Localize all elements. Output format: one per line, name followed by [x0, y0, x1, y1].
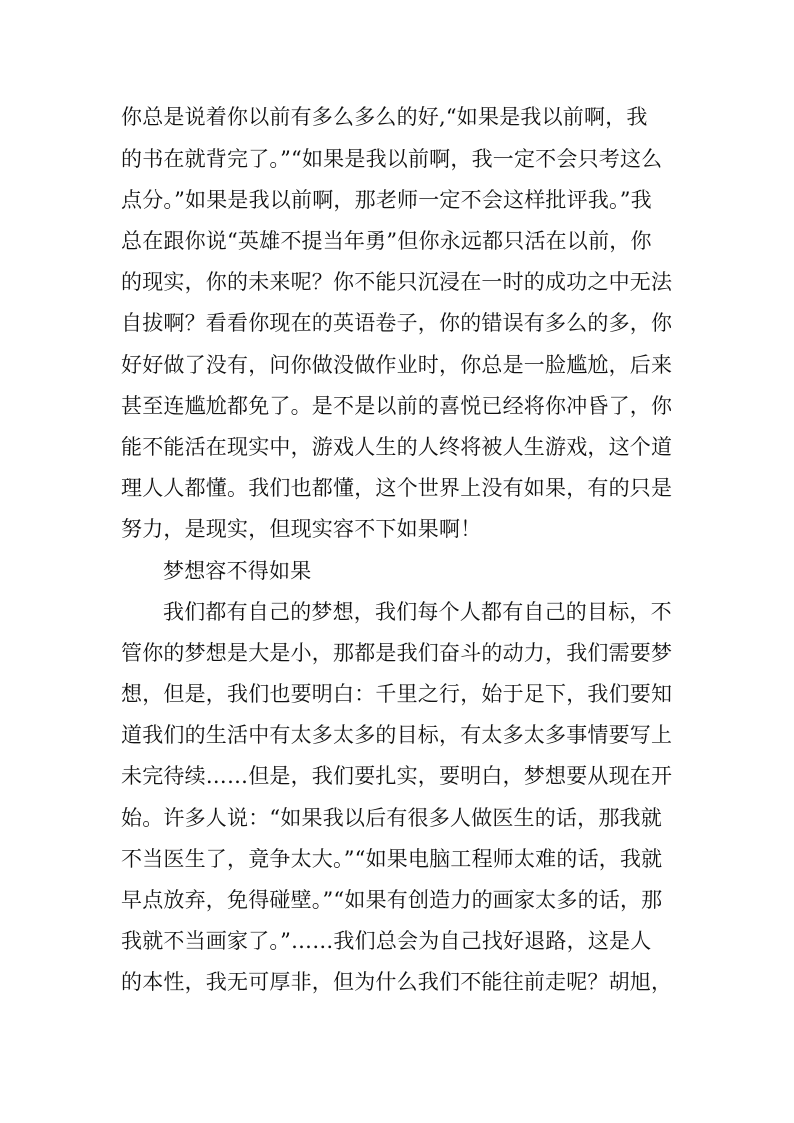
paragraph-line: 甚至连尴尬都免了。是不是以前的喜悦已经将你冲昏了，你 [121, 394, 673, 418]
paragraph-line: 总在跟你说“英雄不提当年勇”但你永远都只活在以前，你 [121, 229, 652, 253]
paragraph-line: 始。许多人说：“如果我以后有很多人做医生的话，那我就 [121, 806, 662, 830]
paragraph-line: 你总是说着你以前有多么多么的好,“如果是我以前啊，我 [121, 105, 648, 129]
paragraph-line: 道我们的生活中有太多太多的目标，有太多太多事情要写上 [121, 723, 673, 747]
paragraph-line: 未完待续……但是，我们要扎实，要明白，梦想要从现在开 [121, 764, 673, 788]
paragraph-line: 努力，是现实，但现实容不下如果啊！ [121, 517, 482, 541]
paragraph-line: 不当医生了，竟争太大。”“如果电脑工程师太难的话，我就 [121, 847, 663, 871]
paragraph-line: 理人人都懂。我们也都懂，这个世界上没有如果，有的只是 [121, 476, 673, 500]
paragraph-line: 能不能活在现实中，游戏人生的人终将被人生游戏，这个道 [121, 435, 673, 459]
paragraph-line: 好好做了没有，问你做没做作业时，你总是一脸尴尬，后来 [121, 353, 673, 377]
paragraph-line: 的本性，我无可厚非，但为什么我们不能往前走呢？胡旭， [121, 970, 673, 994]
paragraph-line: 的现实，你的未来呢？你不能只沉浸在一时的成功之中无法 [121, 270, 673, 294]
paragraph-line: 想，但是，我们也要明白：千里之行，始于足下，我们要知 [121, 682, 673, 706]
paragraph-line: 管你的梦想是大是小，那都是我们奋斗的动力，我们需要梦 [121, 641, 673, 665]
section-heading: 梦想容不得如果 [163, 559, 312, 583]
paragraph-line: 的书在就背完了。”“如果是我以前啊，我一定不会只考这么 [121, 147, 663, 171]
paragraph-line: 早点放弃，免得碰壁。”“如果有创造力的画家太多的话，那 [121, 888, 663, 912]
paragraph-line: 点分。”如果是我以前啊，那老师一定不会这样批评我。”我 [121, 188, 652, 212]
paragraph-line: 我们都有自己的梦想，我们每个人都有自己的目标，不 [163, 600, 672, 624]
paragraph-line: 自拔啊？看看你现在的英语卷子，你的错误有多么的多，你 [121, 311, 673, 335]
paragraph-line: 我就不当画家了。”……我们总会为自己找好退路，这是人 [121, 929, 652, 953]
